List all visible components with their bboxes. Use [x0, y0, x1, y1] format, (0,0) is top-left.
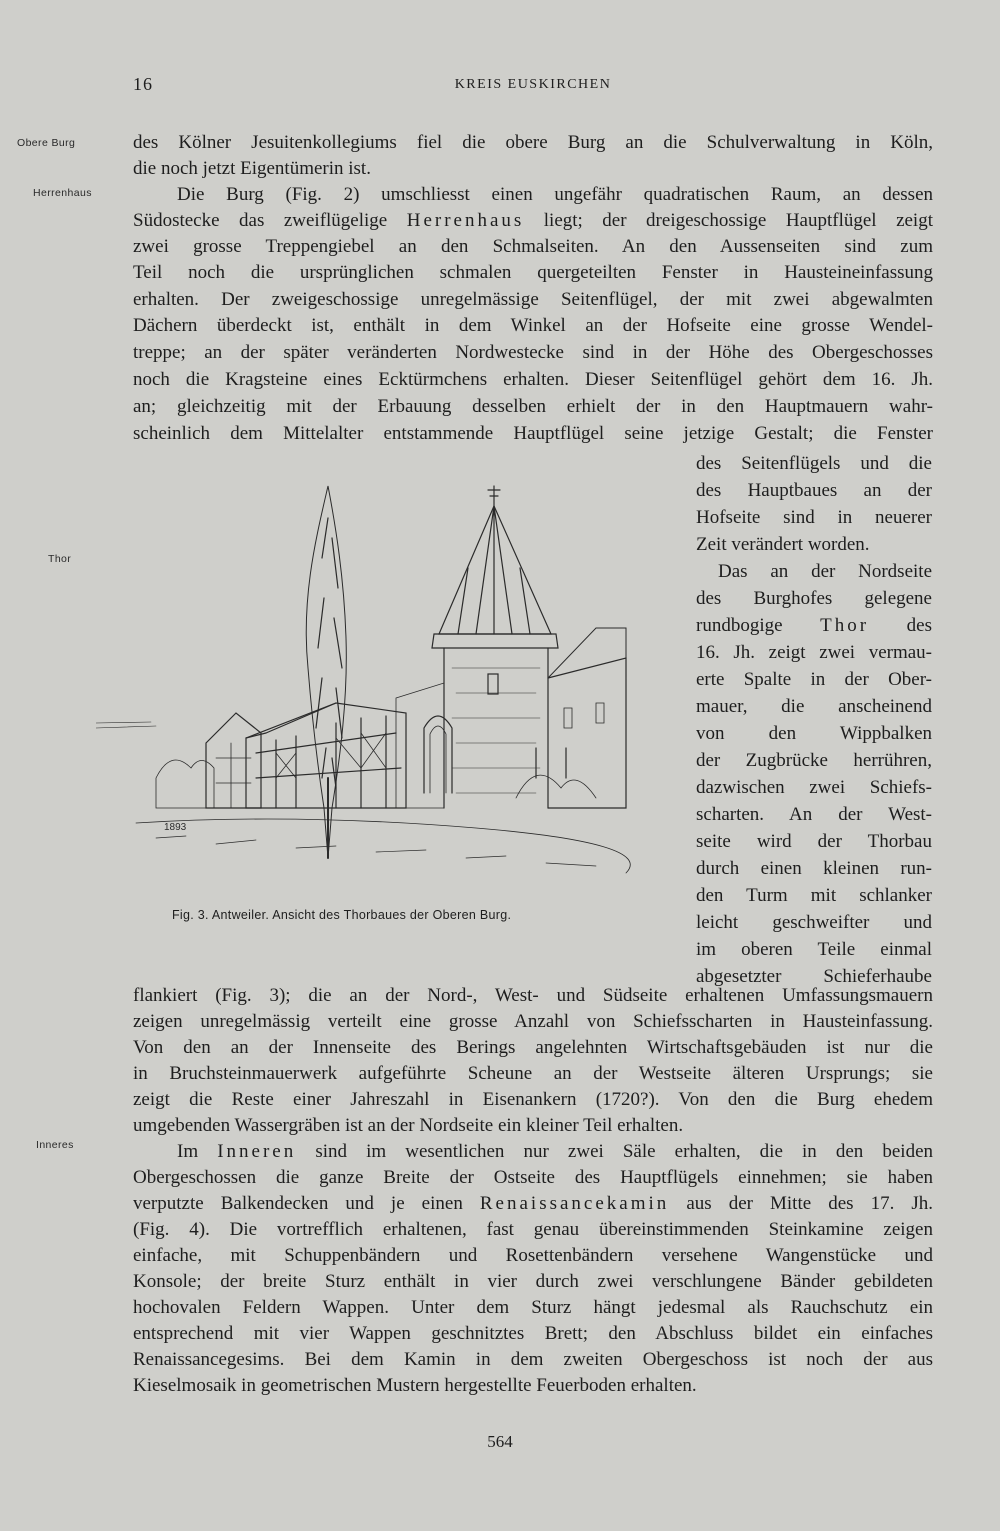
text-line: Von den an der Innenseite des Berings angelehnten Wirtschaftsgebäuden ist nur die: [133, 1037, 933, 1058]
date-mark: 1893: [164, 822, 187, 833]
margin-note-thor: Thor: [48, 553, 72, 565]
text-line: dazwischen zwei Schiefs-: [696, 777, 932, 798]
text-line: Teil noch die ursprünglichen schmalen quergeteilten Fenster in Hausteineinfassung: [133, 262, 933, 283]
text-line: erhalten. Der zweigeschossige unregelmässige Seitenflügel, der mit zwei abgewalmten: [133, 289, 933, 310]
running-head: KREIS EUSKIRCHEN: [454, 77, 612, 92]
text-line: erte Spalte in der Ober-: [696, 669, 932, 690]
emphasized-term: Inneren: [217, 1141, 297, 1162]
emphasized-term: Renaissancekamin: [479, 1193, 670, 1214]
text-line: 16. Jh. zeigt zwei vermau-: [696, 642, 932, 663]
text-line: mauer, die anscheinend: [696, 696, 932, 717]
text-line: zwei grosse Treppengiebel an den Schmalseiten. An den Aussenseiten sind zum: [133, 236, 933, 257]
margin-note-obere-burg: Obere Burg: [17, 137, 76, 149]
page-header: [133, 74, 933, 98]
text-line: [133, 1139, 933, 1166]
text-line: [133, 208, 933, 235]
emphasized-term: Thor: [820, 615, 870, 636]
text-line: Obergeschossen die ganze Breite der Ostseite des Hauptflügels einnehmen; sie haben: [133, 1167, 933, 1188]
text-line: treppe; an der später veränderten Nordwestecke sind in der Höhe des Obergeschosses: [133, 342, 933, 363]
text-fragment: Im: [177, 1141, 199, 1162]
page-number: 16: [133, 74, 153, 94]
text-line: des Seitenflügels und die: [696, 453, 932, 474]
text-line: an; gleichzeitig mit der Erbauung desselben erhielt der in den Hauptmauern wahr-: [133, 396, 933, 417]
text-line: einfache, mit Schuppenbändern und Rosettenbändern versehene Wangenstücke und: [133, 1245, 933, 1266]
text-line: Renaissancegesims. Bei dem Kamin in dem zweiten Obergeschoss ist noch der aus: [133, 1349, 933, 1370]
text-fragment: aus der Mitte des 17. Jh.: [686, 1193, 933, 1214]
text-line: durch einen kleinen run-: [696, 858, 932, 879]
text-fragment: des: [906, 615, 932, 636]
text-line: zeigen unregelmässig verteilt eine grosse Anzahl von Schiefsscharten in Hausteinfassung.: [133, 1011, 933, 1032]
text-line: von den Wippbalken: [696, 723, 932, 744]
text-line: Das an der Nordseite: [718, 561, 932, 582]
text-line: des Kölner Jesuitenkollegiums fiel die obere Burg an die Schulverwaltung in Köln,: [133, 132, 933, 153]
text-line: scheinlich dem Mittelalter entstammende Hauptflügel seine jetzige Gestalt; die Fenster: [133, 423, 933, 444]
text-fragment: verputzte Balkendecken und je einen: [133, 1193, 463, 1214]
text-line: abgesetzter Schieferhaube: [696, 966, 932, 987]
text-line: [696, 613, 932, 640]
emphasized-term: Herrenhaus: [406, 210, 525, 231]
gatehouse-illustration: [96, 478, 636, 898]
text-line: seite wird der Thorbau: [696, 831, 932, 852]
footer-page-number: 564: [487, 1432, 513, 1451]
text-line: des Burghofes gelegene: [696, 588, 932, 609]
text-line: leicht geschweifter und: [696, 912, 932, 933]
text-line: im oberen Teile einmal: [696, 939, 932, 960]
text-line: die noch jetzt Eigentümerin ist.: [133, 158, 371, 179]
text-line: entsprechend mit vier Wappen geschnitztes Brett; den Abschluss bildet ein einfaches: [133, 1323, 933, 1344]
text-line: hochovalen Feldern Wappen. Unter dem Sturz hängt jedesmal als Rauchschutz ein: [133, 1297, 933, 1318]
text-line: zeigt die Reste einer Jahreszahl in Eisenankern (1720?). Von den die Burg ehedem: [133, 1089, 933, 1110]
text-line: noch die Kragsteine eines Ecktürmchens erhalten. Dieser Seitenflügel gehört dem 16. Jh.: [133, 369, 933, 390]
text-line: Kieselmosaik in geometrischen Mustern hergestellte Feuerboden erhalten.: [133, 1375, 697, 1396]
text-line: des Hauptbaues an der: [696, 480, 932, 501]
figure-caption: Fig. 3. Antweiler. Ansicht des Thorbaues der Oberen Burg.: [172, 908, 512, 922]
text-line: Hofseite sind in neuerer: [696, 507, 932, 528]
text-line: [133, 1191, 933, 1218]
text-fragment: liegt; der dreigeschossige Hauptflügel zeigt: [543, 210, 933, 231]
text-line: umgebenden Wassergräben ist an der Nordseite ein kleiner Teil erhalten.: [133, 1115, 684, 1136]
text-line: Dächern überdeckt ist, enthält in dem Winkel an der Hofseite eine grosse Wendel-: [133, 315, 933, 336]
text-line: scharten. An der West-: [696, 804, 932, 825]
text-line: Konsole; der breite Sturz enthält in vier durch zwei verschlungene Bänder gebildeten: [133, 1271, 933, 1292]
text-fragment: rundbogige: [696, 615, 783, 636]
text-line: Die Burg (Fig. 2) umschliesst einen ungefähr quadratischen Raum, an dessen: [177, 184, 933, 205]
text-line: Zeit verändert worden.: [696, 534, 870, 555]
margin-note-herrenhaus: Herrenhaus: [33, 187, 92, 199]
text-line: (Fig. 4). Die vortrefflich erhaltenen, fast genau übereinstimmenden Steinkamine zeigen: [133, 1219, 933, 1240]
text-line: den Turm mit schlanker: [696, 885, 932, 906]
text-line: der Zugbrücke herrühren,: [696, 750, 932, 771]
text-fragment: sind im wesentlichen nur zwei Säle erhalten, die in den beiden: [315, 1141, 934, 1162]
text-line: flankiert (Fig. 3); die an der Nord-, West- und Südseite erhaltenen Umfassungsmauern: [133, 985, 933, 1006]
text-line: in Bruchsteinmauerwerk aufgeführte Scheune an der Westseite älteren Ursprungs; sie: [133, 1063, 933, 1084]
text-fragment: Südostecke das zweiflügelige: [133, 210, 388, 231]
margin-note-inneres: Inneres: [36, 1139, 74, 1151]
